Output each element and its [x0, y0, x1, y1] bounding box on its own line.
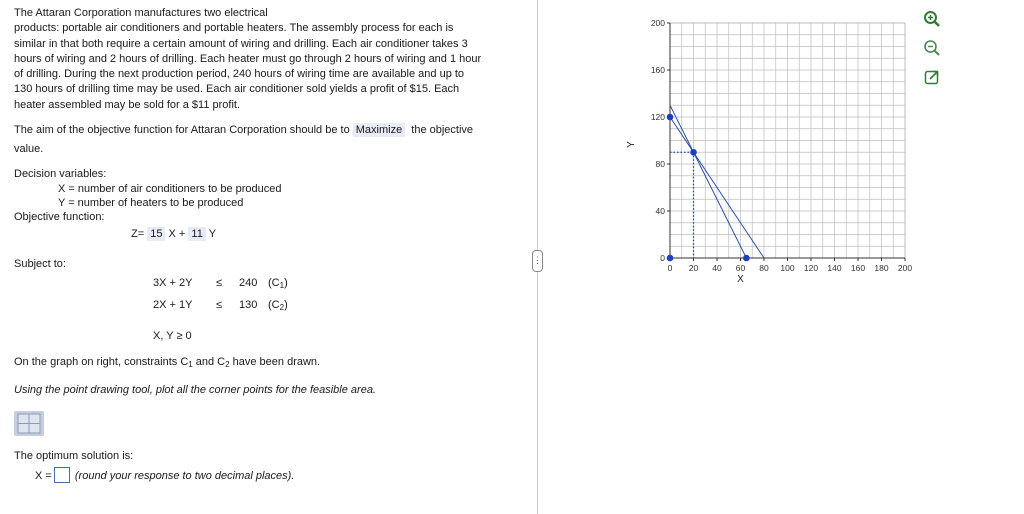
decision-y: Y = number of heaters to be produced: [58, 197, 244, 209]
y-tick-label: 160: [650, 65, 665, 75]
z-label: Z=: [131, 228, 145, 240]
optimum-x-input[interactable]: [54, 467, 70, 483]
x-tick-label: 100: [780, 263, 795, 273]
objective-prefix: The aim of the objective function for Attaran Corporation should be to: [14, 124, 350, 136]
x-axis-label: X: [737, 274, 744, 285]
c2-lhs: 2X + 1Y: [153, 299, 193, 311]
x-tick-label: 120: [803, 263, 819, 273]
objective-question: [14, 124, 473, 136]
problem-line: of drilling. During the next production period, 240 hours of wiring time are available and up to: [14, 68, 465, 81]
y-axis-label: Y: [626, 141, 637, 148]
objective-dropdown[interactable]: Maximize: [353, 123, 405, 137]
optimum-heading: The optimum solution is:: [14, 450, 134, 462]
objective-suffix: the objective: [411, 124, 474, 136]
instruction-text: Using the point drawing tool, plot all the corner points for the feasible area.: [14, 384, 376, 396]
c2-inequality: ≤: [216, 299, 223, 311]
subject-heading: Subject to:: [14, 258, 66, 270]
x-plus: X +: [168, 228, 186, 240]
objective-suffix-2: value.: [14, 143, 44, 155]
problem-line: The Attaran Corporation manufactures two electrical: [14, 7, 268, 19]
coef-x-field[interactable]: 15: [147, 227, 165, 241]
x-tick-label: 40: [712, 263, 722, 273]
zoom-out-icon[interactable]: [923, 39, 941, 57]
c1-rhs: 240: [239, 277, 258, 289]
problem-line: products: portable air conditioners and portable heaters. The assembly process for each is: [14, 22, 454, 35]
graph-note: On the graph on right, constraints $C_1$ and $C_2$ have been drawn.: [14, 356, 321, 369]
rounding-hint: (round your response to two decimal places).: [74, 470, 295, 482]
expand-icon[interactable]: [923, 68, 941, 86]
objective-heading: Objective function:: [14, 211, 105, 223]
x-tick-label: 20: [688, 263, 699, 273]
problem-statement: [14, 6, 514, 113]
c1-inequality: ≤: [216, 277, 223, 289]
problem-line: 130 hours of drilling time may be used. Each air conditioner sold yields a profit of $15. Each: [14, 83, 460, 96]
y-tick-label: 200: [650, 18, 665, 28]
point-tool-icon: [14, 411, 44, 436]
x-tick-label: 140: [827, 263, 842, 273]
x-tick-label: 180: [874, 263, 889, 273]
decision-heading: Decision variables:: [14, 168, 107, 180]
y-tick-label: 120: [650, 112, 665, 122]
nonnegativity: X, Y ≥ 0: [153, 330, 192, 342]
optimum-x-label: X =: [35, 470, 52, 482]
x-tick-label: 80: [759, 263, 769, 273]
corner-point[interactable]: [667, 114, 674, 121]
corner-point[interactable]: [667, 255, 674, 262]
point-tool-button[interactable]: [14, 411, 44, 436]
x-tick-label: 160: [850, 263, 866, 273]
corner-point[interactable]: [690, 149, 697, 156]
problem-line: hours of wiring and 2 hours of drilling. Each heater must go through 2 hours of wiring and 1 hour: [14, 52, 482, 65]
x-tick-label: 60: [735, 263, 746, 273]
c1-lhs: 3X + 2Y: [153, 277, 193, 289]
optimum-x-row: [35, 467, 294, 483]
decision-x: X = number of air conditioners to be produced: [58, 183, 282, 195]
y-label: Y: [208, 228, 217, 240]
x-tick-label: 200: [897, 263, 913, 273]
zoom-in-icon[interactable]: [923, 10, 941, 28]
coef-y-field[interactable]: 11: [188, 227, 205, 241]
c2-rhs: 130: [239, 299, 258, 311]
objective-function: [131, 228, 216, 240]
c1-label: $(C_1)$: [268, 277, 288, 290]
constraint-graph[interactable]: [620, 10, 913, 300]
y-tick-label: 80: [655, 159, 665, 169]
x-tick-label: 0: [667, 263, 673, 273]
divider-handle[interactable]: ⋮: [532, 250, 543, 272]
c2-label: $(C_2)$: [268, 299, 288, 312]
problem-line: heater assembled may be sold for a $11 profit.: [14, 98, 241, 111]
y-tick-label: 0: [660, 253, 665, 263]
problem-line: similar in that both require a certain amount of wiring and drilling. Each air conditioner takes 3: [14, 37, 468, 50]
corner-point[interactable]: [743, 255, 750, 262]
y-tick-label: 40: [655, 206, 665, 216]
